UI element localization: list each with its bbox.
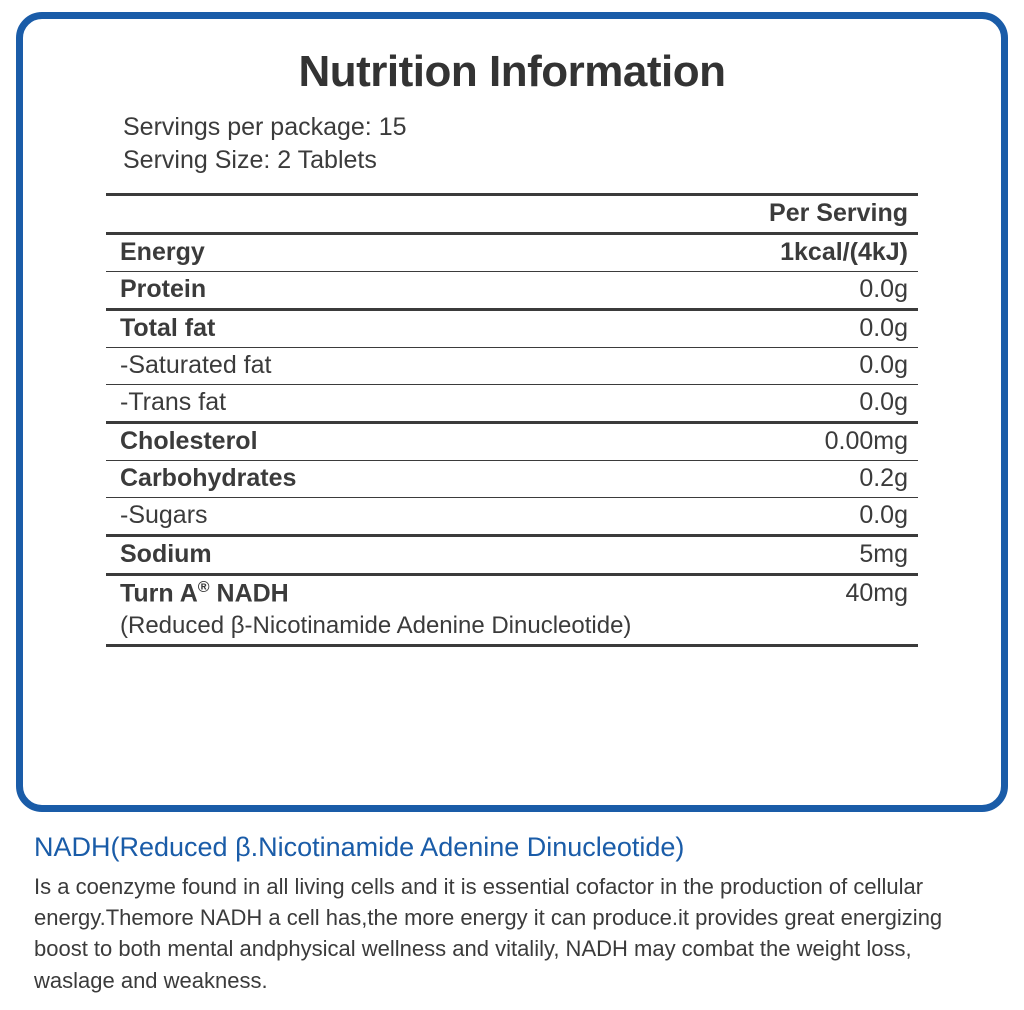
table-header-row (106, 195, 918, 234)
table-row (106, 310, 918, 348)
row-value-nadh: 40mg (609, 575, 918, 613)
table-row (106, 348, 918, 385)
row-label-sodium: Sodium (106, 536, 609, 575)
row-label-carbohydrates: Carbohydrates (106, 461, 609, 498)
row-label-total-fat: Total fat (106, 310, 609, 348)
nadh-label-prefix: Turn A (120, 579, 198, 608)
serving-size: Serving Size: 2 Tablets (123, 146, 377, 174)
header-per-serving: Per Serving (609, 195, 918, 234)
row-value-sugars: 0.0g (609, 498, 918, 536)
row-label-protein: Protein (106, 272, 609, 310)
footer-section (34, 832, 990, 996)
table-row (106, 423, 918, 461)
nutrition-panel (16, 12, 1008, 812)
footer-heading: NADH(Reduced β.Nicotinamide Adenine Dinucleotide) (34, 832, 685, 862)
nutrition-table (106, 193, 918, 647)
row-value-sodium: 5mg (609, 536, 918, 575)
row-value-total-fat: 0.0g (609, 310, 918, 348)
table-row (106, 234, 918, 272)
header-blank (106, 195, 609, 234)
nadh-label-suffix: NADH (209, 579, 289, 608)
row-label-sugars: -Sugars (106, 498, 609, 536)
table-row (106, 272, 918, 310)
row-value-energy: 1kcal/(4kJ) (609, 234, 918, 272)
table-row (106, 385, 918, 423)
nadh-sub-note: (Reduced β-Nicotinamide Adenine Dinucleotide) (106, 612, 918, 646)
row-value-saturated-fat: 0.0g (609, 348, 918, 385)
footer-body: Is a coenzyme found in all living cells and it is essential cofactor in the production of cellular energy.Themore NADH a cell has,the more energy it can produce.it provides great energizing boost to both mental andphysical wellness and vitalily, NADH may combat the weight loss, waslage and weakness. (34, 874, 943, 993)
row-value-cholesterol: 0.00mg (609, 423, 918, 461)
table-row (106, 461, 918, 498)
row-value-carbohydrates: 0.2g (609, 461, 918, 498)
row-label-energy: Energy (106, 234, 609, 272)
table-row (106, 498, 918, 536)
row-label-cholesterol: Cholesterol (106, 423, 609, 461)
row-label-nadh (106, 575, 609, 613)
row-label-saturated-fat: -Saturated fat (106, 348, 609, 385)
registered-trademark-icon: ® (197, 579, 210, 596)
servings-per-package: Servings per package: 15 (123, 113, 407, 141)
table-row (106, 536, 918, 575)
row-value-trans-fat: 0.0g (609, 385, 918, 423)
table-row-ingredient (106, 575, 918, 613)
servings-block (123, 111, 979, 177)
row-label-trans-fat: -Trans fat (106, 385, 609, 423)
page-title: Nutrition Information (298, 47, 726, 96)
table-row-ingredient-note (106, 612, 918, 646)
row-value-protein: 0.0g (609, 272, 918, 310)
